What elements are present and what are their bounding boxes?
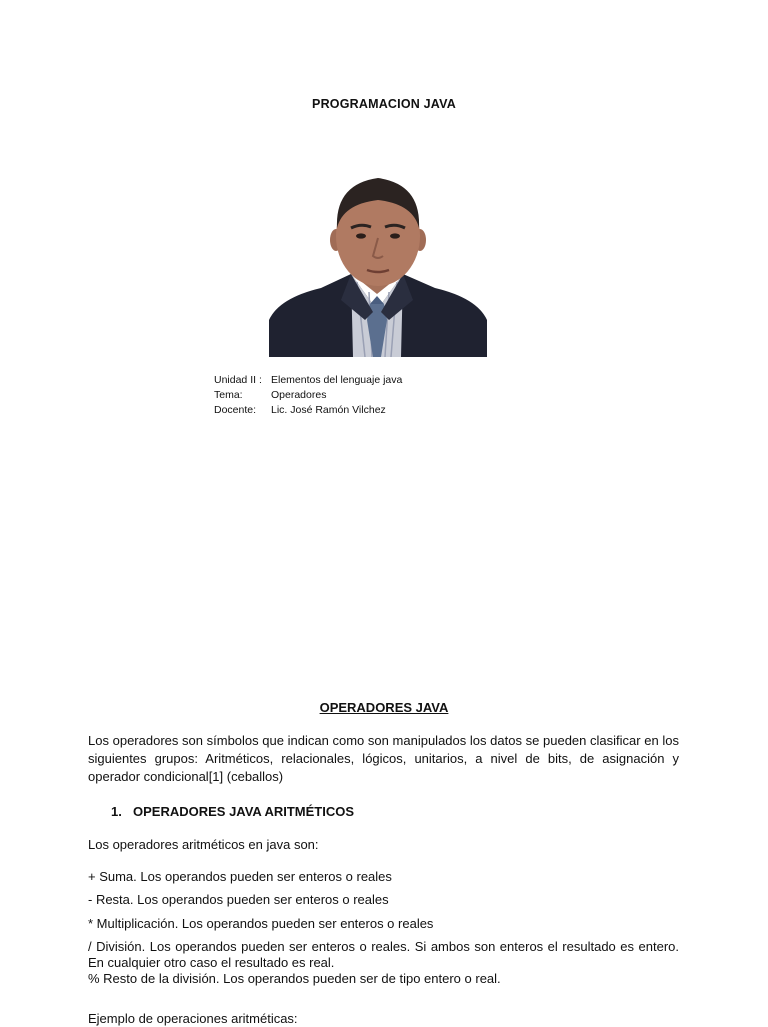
- operator-sum: + Suma. Los operandos pueden ser enteros o reales: [88, 869, 392, 884]
- meta-value: Operadores: [271, 389, 327, 401]
- document-meta: [214, 373, 402, 418]
- section-title: OPERADORES JAVA: [319, 700, 449, 715]
- operator-divide: / División. Los operandos pueden ser enteros o reales. Si ambos son enteros el resultado es entero. En cualquier otro caso el resultado es real.: [88, 939, 679, 970]
- meta-value: Lic. José Ramón Vilchez: [271, 404, 386, 416]
- meta-value: Elementos del lenguaje java: [271, 374, 403, 386]
- author-portrait: [269, 170, 487, 357]
- meta-row-unidad: [214, 373, 402, 388]
- operator-modulo: % Resto de la división. Los operandos pueden ser de tipo entero o real.: [88, 971, 501, 986]
- meta-row-docente: [214, 403, 402, 418]
- meta-key: Unidad II :: [214, 374, 262, 386]
- operator-subtract: - Resta. Los operandos pueden ser enteros o reales: [88, 892, 389, 907]
- intro-paragraph: Los operadores son símbolos que indican como son manipulados los datos se pueden clasificar en los siguientes grupos: Aritméticos, relacionales, lógicos, unitarios, a nivel de bits, de asignación y operador condicional[1] (ceballos): [88, 733, 679, 784]
- example-heading: Ejemplo de operaciones aritméticas:: [88, 1011, 298, 1026]
- portrait-illustration: [269, 170, 487, 357]
- meta-row-tema: [214, 388, 402, 403]
- meta-key: Docente:: [214, 404, 257, 416]
- subsection-title: OPERADORES JAVA ARITMÉTICOS: [133, 804, 355, 819]
- lead-paragraph: Los operadores aritméticos en java son:: [88, 837, 319, 852]
- document-title: PROGRAMACION JAVA: [312, 97, 456, 111]
- subsection-heading: [111, 804, 354, 819]
- meta-key: Tema:: [214, 389, 243, 401]
- operator-multiply: * Multiplicación. Los operandos pueden ser enteros o reales: [88, 916, 434, 931]
- subsection-number: 1.: [111, 804, 122, 819]
